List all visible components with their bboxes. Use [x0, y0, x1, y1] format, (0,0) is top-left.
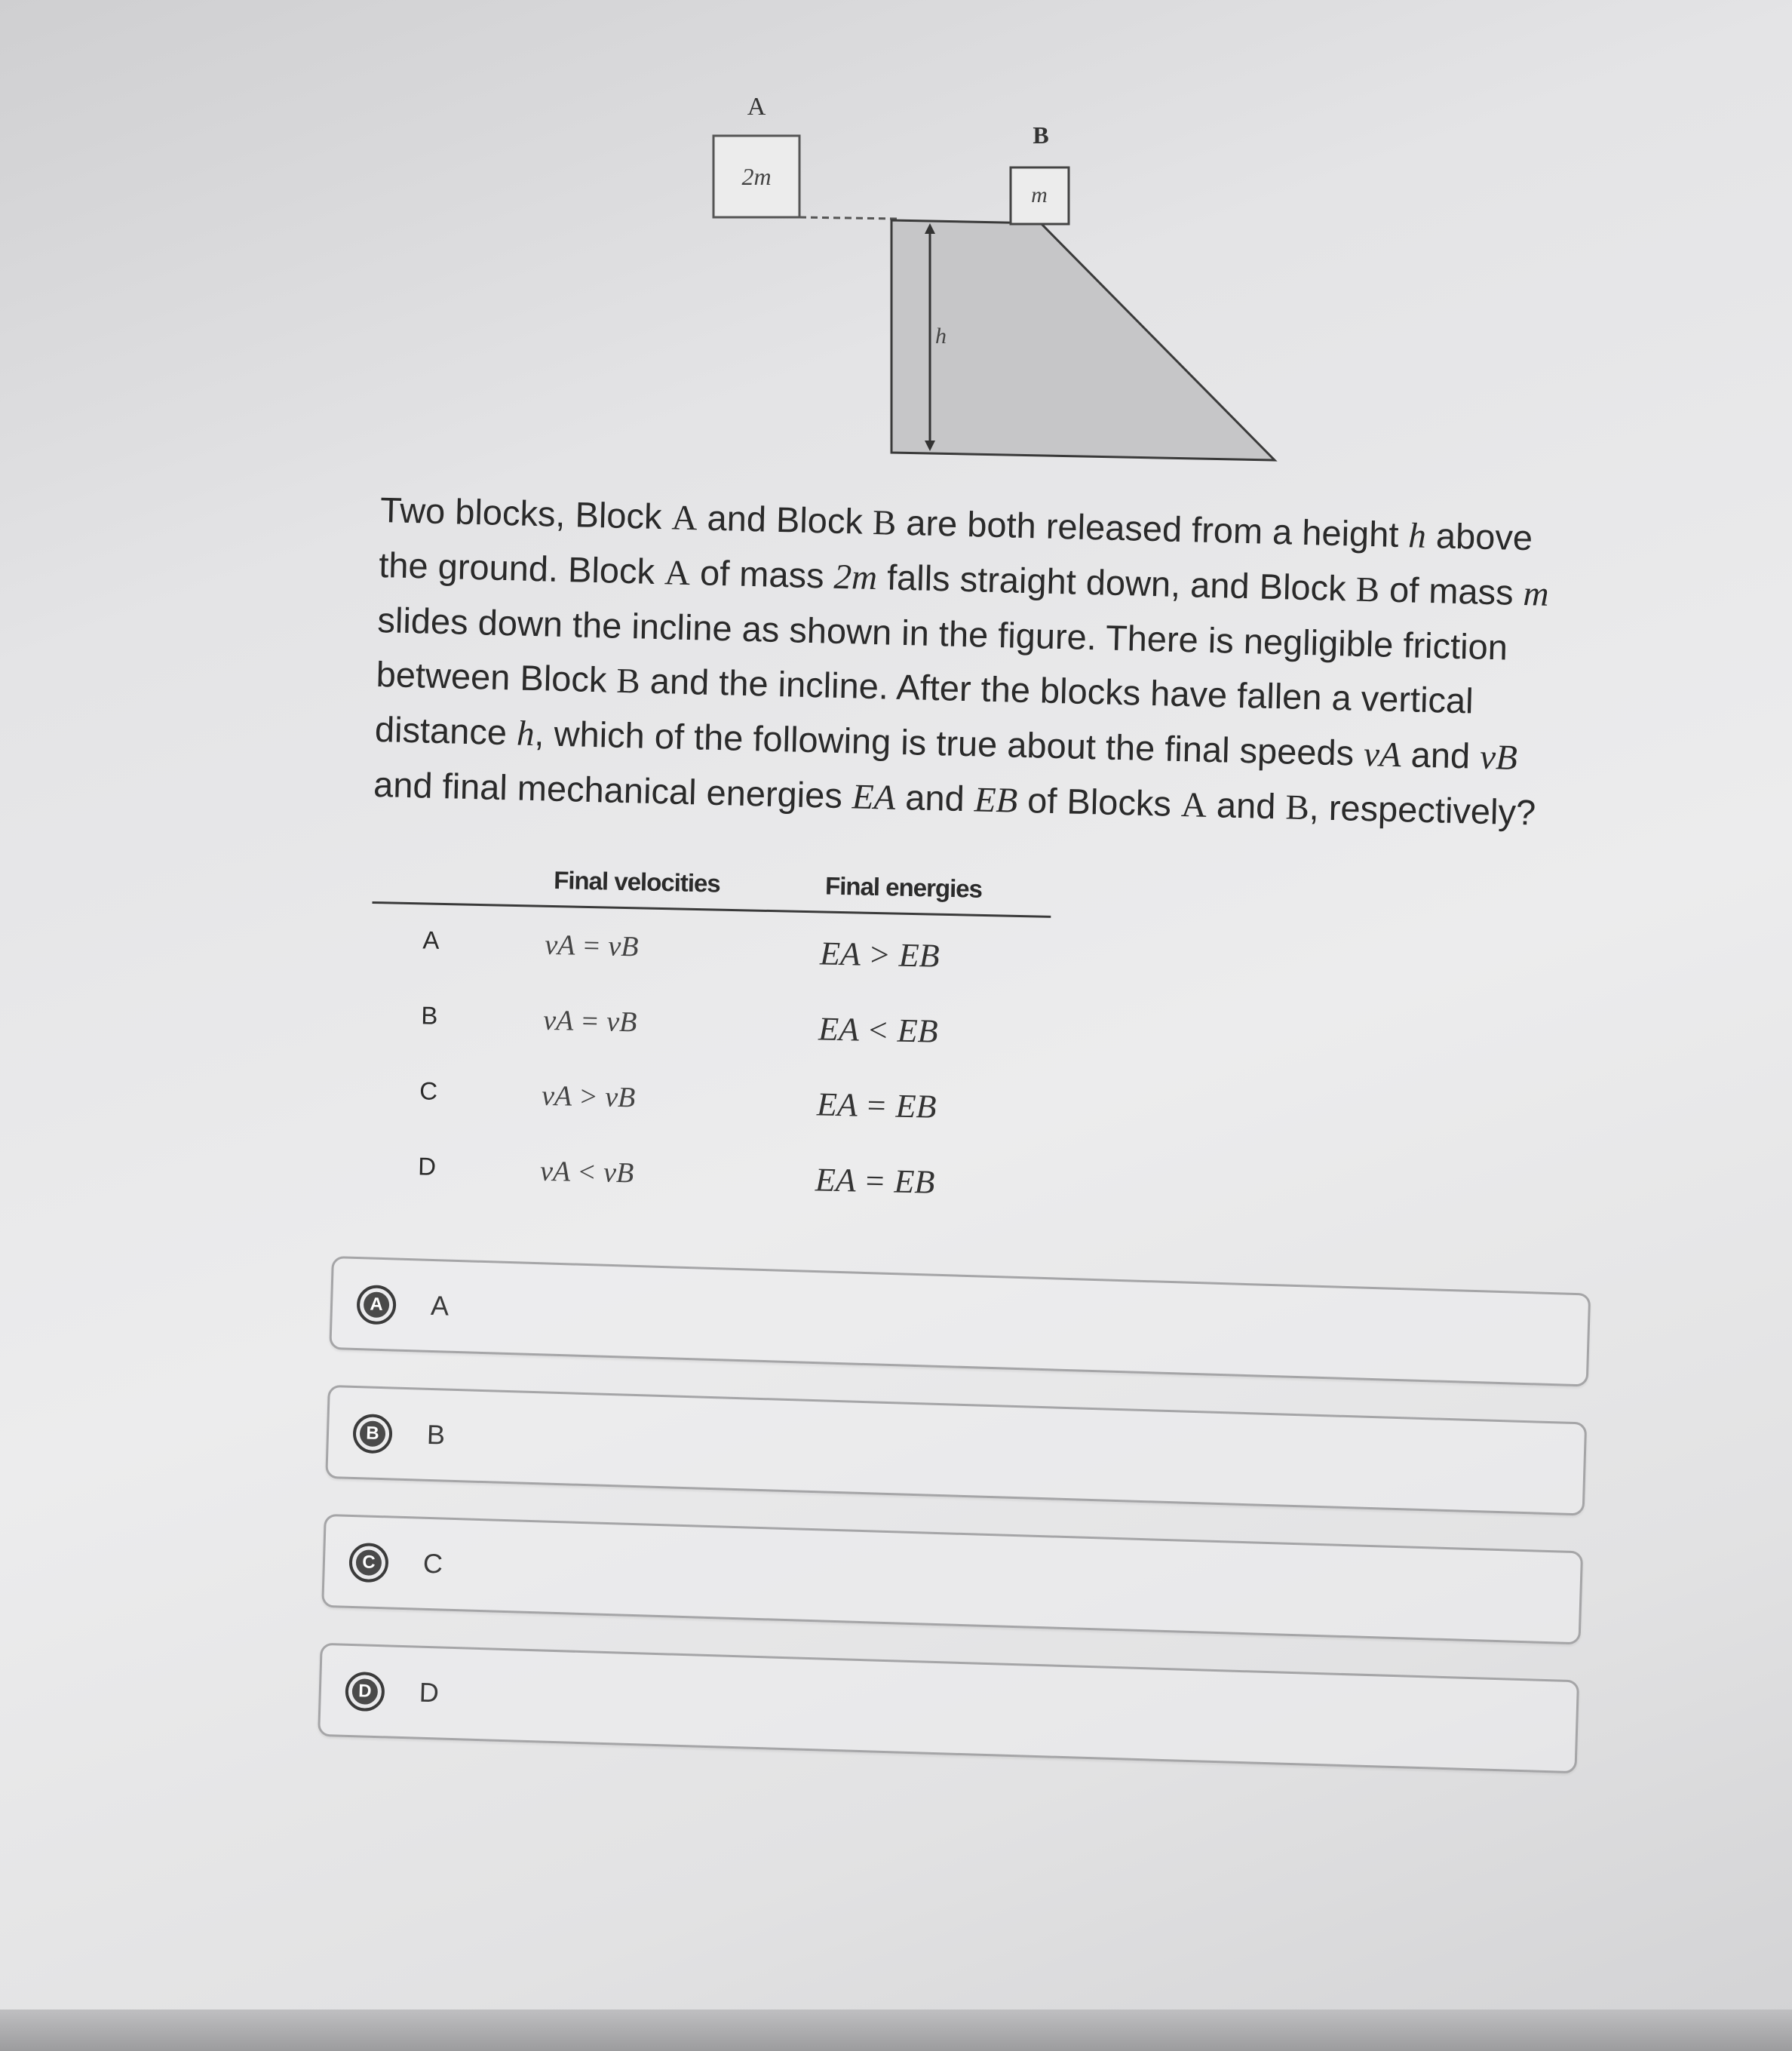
question-math: vB: [1479, 737, 1518, 778]
table-row: [370, 904, 1051, 993]
option-badge-letter: B: [360, 1420, 386, 1447]
question-math: A: [670, 498, 698, 539]
question-text: [373, 483, 1587, 842]
option-badge-a-icon: [356, 1285, 397, 1325]
question-fragment: , respectively?: [1309, 787, 1536, 833]
question-math: EB: [974, 780, 1018, 821]
incline: [891, 220, 1275, 460]
row-label: C: [419, 1076, 438, 1105]
option-a[interactable]: [329, 1256, 1591, 1386]
row-energy: EA > EB: [819, 935, 940, 975]
answer-options: [317, 1256, 1591, 1809]
option-text: D: [419, 1676, 440, 1709]
question-fragment: and final mechanical energies: [373, 763, 853, 816]
option-badge-letter: C: [355, 1549, 382, 1576]
question-fragment: of mass: [1379, 569, 1524, 613]
option-badge-b-icon: [352, 1414, 393, 1454]
question-math: 2m: [833, 557, 878, 598]
row-energy: EA < EB: [818, 1010, 939, 1050]
question-math: h: [516, 714, 535, 754]
question-fragment: and: [1401, 734, 1481, 776]
question-fragment: Two blocks, Block: [379, 489, 673, 537]
question-fragment: of mass: [689, 552, 835, 596]
question-fragment: and: [1206, 784, 1287, 827]
answer-table: [366, 849, 1052, 1220]
question-fragment: , which of the following is true about the final speeds: [533, 713, 1364, 773]
option-d[interactable]: [318, 1643, 1579, 1773]
question-math: B: [1355, 570, 1380, 610]
question-math: B: [1284, 788, 1310, 828]
question-fragment: are both released from a height: [895, 502, 1410, 555]
block-b-label: B: [1033, 121, 1049, 149]
physics-figure: [679, 83, 1358, 475]
block-a-label: A: [747, 93, 766, 121]
row-energy: EA = EB: [815, 1161, 935, 1201]
option-badge-d-icon: [345, 1672, 385, 1712]
option-b[interactable]: [325, 1385, 1587, 1515]
option-badge-letter: A: [364, 1291, 390, 1318]
reference-line: [799, 217, 898, 219]
row-label: A: [422, 926, 440, 954]
block-b-mass: m: [1031, 183, 1048, 207]
question-fragment: and: [894, 776, 975, 819]
question-math: B: [872, 502, 897, 543]
question-math: A: [1180, 785, 1207, 825]
question-math: vA: [1363, 734, 1402, 775]
option-text: B: [426, 1418, 446, 1451]
question-fragment: and Block: [696, 497, 873, 542]
row-energy: EA = EB: [816, 1085, 937, 1125]
row-velocity: vA < vB: [539, 1155, 634, 1190]
question-math: A: [664, 553, 691, 594]
row-label: D: [417, 1152, 437, 1181]
option-badge-c-icon: [348, 1543, 389, 1583]
option-text: A: [430, 1289, 450, 1322]
column-header-energies: Final energies: [824, 871, 983, 903]
row-velocity: vA = vB: [542, 1004, 637, 1039]
question-math: m: [1523, 574, 1550, 614]
row-velocity: vA > vB: [541, 1079, 636, 1114]
height-label: h: [935, 324, 947, 348]
table-row: [366, 1130, 1046, 1220]
option-badge-letter: D: [351, 1678, 378, 1705]
option-c[interactable]: [321, 1514, 1583, 1644]
row-label: B: [421, 1001, 438, 1030]
table-row: [369, 979, 1049, 1069]
incline-diagram: [679, 83, 1358, 475]
option-text: C: [422, 1547, 443, 1580]
row-velocity: vA = vB: [544, 929, 639, 963]
question-math: h: [1407, 516, 1427, 556]
question-math: EA: [852, 777, 896, 818]
question-fragment: slides down the incline as shown in the figure. There is negligible friction between Block: [376, 599, 1508, 700]
column-header-velocities: Final velocities: [553, 866, 721, 898]
question-math: B: [615, 661, 641, 702]
question-fragment: falls straight down, and Block: [876, 557, 1357, 609]
question-fragment: of Blocks: [1017, 779, 1182, 824]
table-row: [367, 1055, 1048, 1144]
question-fragment: above the ground. Block: [378, 514, 1533, 592]
block-a-mass: 2m: [741, 163, 772, 190]
question-fragment: and the incline. After the blocks have fallen a vertical distance: [374, 660, 1474, 753]
screen-bottom-edge: [0, 2010, 1792, 2051]
